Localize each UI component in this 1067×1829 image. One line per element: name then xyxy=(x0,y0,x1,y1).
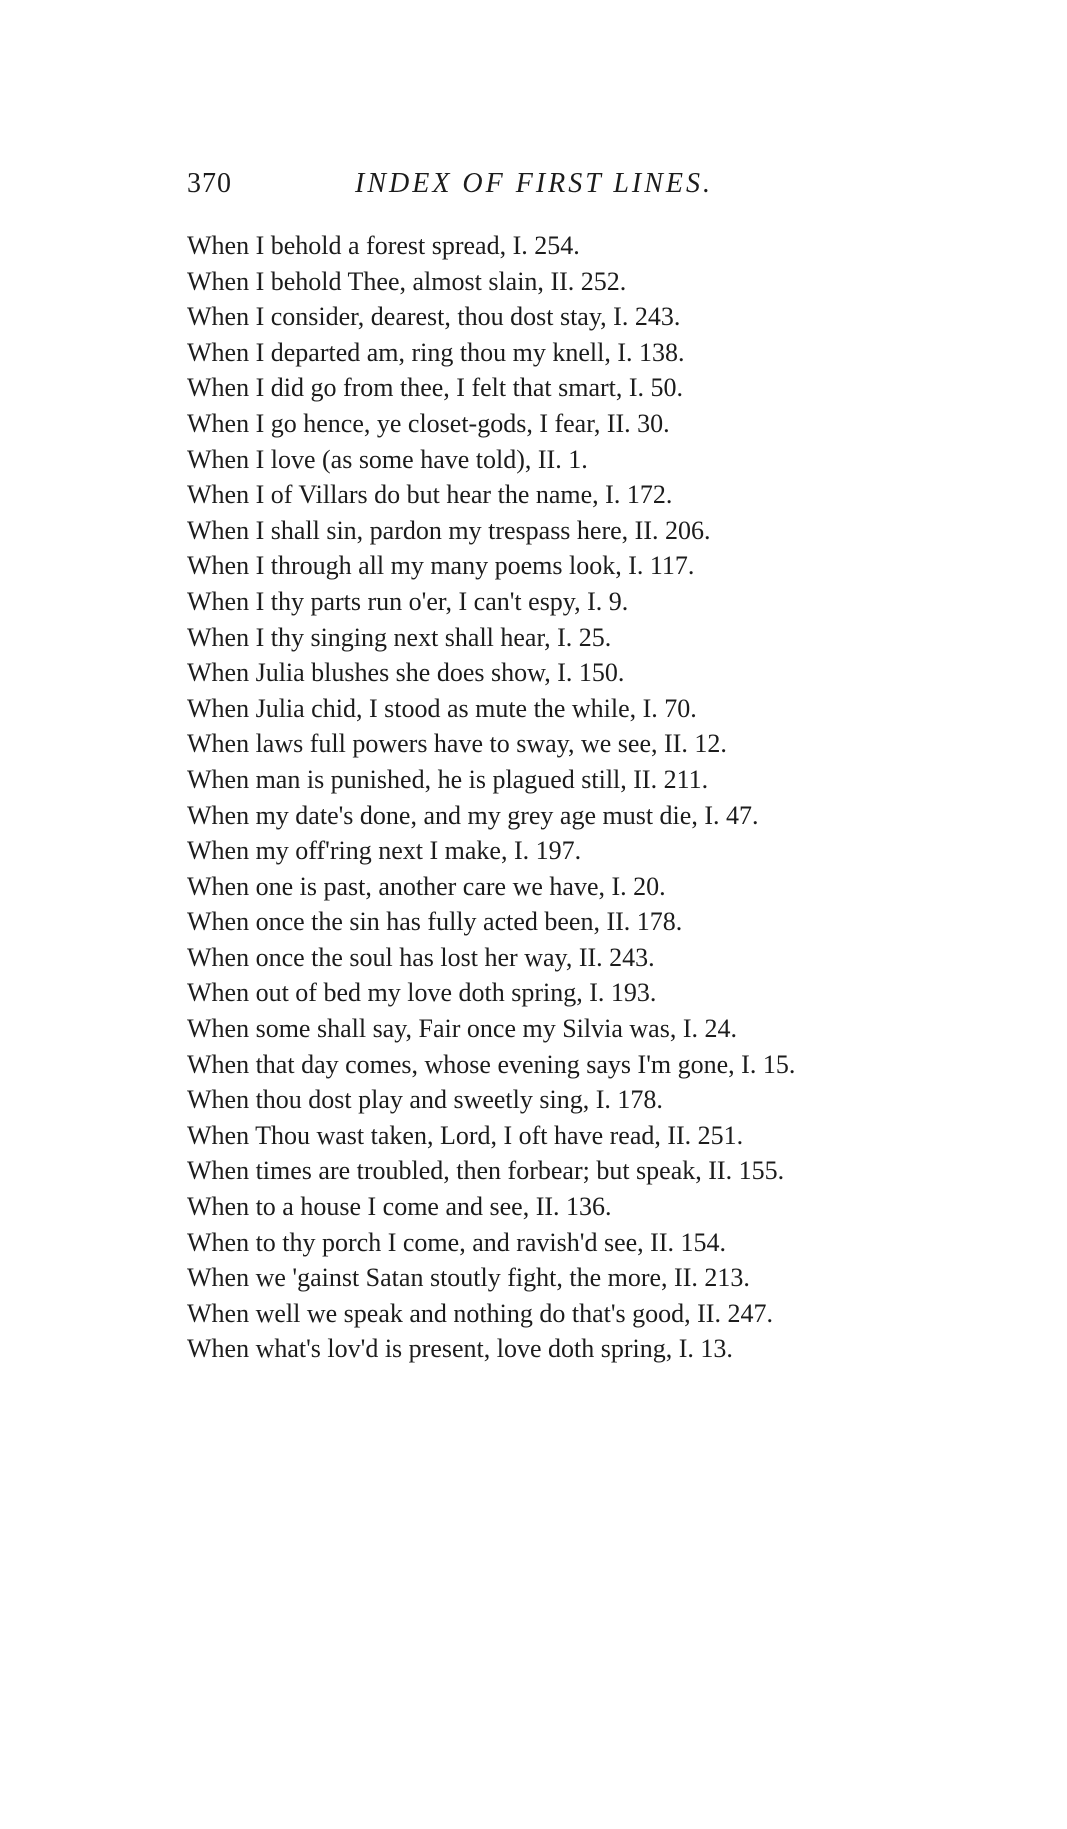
index-entry xyxy=(187,264,939,300)
index-entry xyxy=(187,1331,939,1367)
first-line-text: When Julia blushes she does show, xyxy=(187,658,551,688)
first-line-text: When out of bed my love doth spring, xyxy=(187,978,583,1008)
volume-page-reference: I. 117. xyxy=(628,551,695,581)
index-entry xyxy=(187,1225,939,1261)
index-entry xyxy=(187,975,939,1011)
volume-page-reference: II. 206. xyxy=(634,515,711,545)
volume-page-reference: I. 70. xyxy=(642,693,697,723)
index-entry xyxy=(187,1118,939,1154)
index-entry-list xyxy=(187,228,939,1367)
first-line-text: When Julia chid, I stood as mute the while, xyxy=(187,693,637,723)
index-entry xyxy=(187,335,939,371)
first-line-text: When one is past, another care we have, xyxy=(187,871,605,901)
first-line-text: When I love (as some have told), xyxy=(187,444,532,474)
index-entry xyxy=(187,904,939,940)
index-entry xyxy=(187,1153,939,1189)
first-line-text: When laws full powers have to sway, we see, xyxy=(187,729,658,759)
volume-page-reference: II. 30. xyxy=(606,408,670,438)
volume-page-reference: I. 138. xyxy=(617,337,685,367)
first-line-text: When I behold a forest spread, xyxy=(187,231,507,260)
first-line-text: When I behold Thee, almost slain, xyxy=(187,266,544,296)
volume-page-reference: II. 154. xyxy=(650,1227,726,1257)
index-entry xyxy=(187,869,939,905)
first-line-text: When that day comes, whose evening says I'm gone, xyxy=(187,1049,735,1079)
index-entry xyxy=(187,620,939,656)
index-entry xyxy=(187,691,939,727)
index-entry xyxy=(187,299,939,335)
volume-page-reference: I. 15. xyxy=(741,1049,796,1079)
first-line-text: When we 'gainst Satan stoutly fight, the more, xyxy=(187,1263,668,1293)
volume-page-reference: II. 211. xyxy=(633,764,709,794)
index-entry xyxy=(187,1296,939,1332)
index-entry xyxy=(187,1260,939,1296)
index-entry xyxy=(187,406,939,442)
first-line-text: When thou dost play and sweetly sing, xyxy=(187,1085,590,1115)
volume-page-reference: I. 20. xyxy=(611,871,666,901)
volume-page-reference: I. 9. xyxy=(587,586,629,616)
page-number: 370 xyxy=(187,168,232,199)
page-title: INDEX OF FIRST LINES. xyxy=(355,168,714,199)
first-line-text: When my date's done, and my grey age must die, xyxy=(187,800,698,830)
volume-page-reference: II. 155. xyxy=(708,1156,785,1186)
first-line-text: When I shall sin, pardon my trespass here, xyxy=(187,515,629,545)
index-entry xyxy=(187,584,939,620)
volume-page-reference: I. 197. xyxy=(513,836,582,866)
index-entry xyxy=(187,370,939,406)
first-line-text: When I did go from thee, I felt that smart, xyxy=(187,373,623,403)
first-line-text: When man is punished, he is plagued still, xyxy=(187,764,627,794)
first-line-text: When I of Villars do but hear the name, xyxy=(187,480,599,510)
volume-page-reference: I. 150. xyxy=(557,658,625,688)
index-entry xyxy=(187,1011,939,1047)
first-line-text: When I go hence, ye closet-gods, I fear, xyxy=(187,408,601,438)
first-line-text: When some shall say, Fair once my Silvia was, xyxy=(187,1014,677,1044)
volume-page-reference: II. 136. xyxy=(535,1192,612,1222)
index-entry xyxy=(187,513,939,549)
index-entry xyxy=(187,762,939,798)
first-line-text: When I thy singing next shall hear, xyxy=(187,622,551,652)
first-line-text: When my off'ring next I make, xyxy=(187,836,508,866)
first-line-text: When well we speak and nothing do that's good, xyxy=(187,1298,691,1328)
volume-page-reference: II. 252. xyxy=(550,266,627,296)
volume-page-reference: I. 193. xyxy=(589,978,657,1008)
index-entry xyxy=(187,655,939,691)
volume-page-reference: II. 247. xyxy=(697,1298,773,1328)
first-line-text: When to thy porch I come, and ravish'd see, xyxy=(187,1227,644,1257)
volume-page-reference: II. 251. xyxy=(667,1120,744,1150)
first-line-text: When what's lov'd is present, love doth spring, xyxy=(187,1334,673,1364)
first-line-text: When I through all my many poems look, xyxy=(187,551,622,581)
running-head xyxy=(187,168,947,208)
volume-page-reference: II. 243. xyxy=(578,942,655,972)
volume-page-reference: I. 254. xyxy=(512,231,580,260)
volume-page-reference: I. 172. xyxy=(605,480,673,510)
index-entry xyxy=(187,1047,939,1083)
volume-page-reference: I. 25. xyxy=(557,622,612,652)
index-entry xyxy=(187,442,939,478)
volume-page-reference: I. 47. xyxy=(704,800,759,830)
index-entry xyxy=(187,1189,939,1225)
volume-page-reference: II. 12. xyxy=(664,729,727,759)
first-line-text: When I consider, dearest, thou dost stay, xyxy=(187,302,607,332)
index-entry xyxy=(187,798,939,834)
first-line-text: When times are troubled, then forbear; but speak, xyxy=(187,1156,702,1186)
index-entry xyxy=(187,940,939,976)
volume-page-reference: II. 1. xyxy=(537,444,588,474)
first-line-text: When Thou wast taken, Lord, I oft have read, xyxy=(187,1120,661,1150)
volume-page-reference: I. 24. xyxy=(682,1014,737,1044)
index-entry xyxy=(187,548,939,584)
volume-page-reference: II. 178. xyxy=(606,907,683,937)
first-line-text: When once the soul has lost her way, xyxy=(187,942,573,972)
volume-page-reference: I. 243. xyxy=(613,302,681,332)
volume-page-reference: II. 213. xyxy=(674,1263,750,1293)
volume-page-reference: I. 13. xyxy=(678,1334,733,1364)
first-line-text: When I departed am, ring thou my knell, xyxy=(187,337,611,367)
volume-page-reference: I. 178. xyxy=(595,1085,663,1115)
index-entry xyxy=(187,833,939,869)
first-line-text: When I thy parts run o'er, I can't espy, xyxy=(187,586,581,616)
index-entry xyxy=(187,726,939,762)
first-line-text: When once the sin has fully acted been, xyxy=(187,907,600,937)
volume-page-reference: I. 50. xyxy=(628,373,684,403)
index-entry xyxy=(187,1082,939,1118)
index-entry xyxy=(187,477,939,513)
index-entry xyxy=(187,228,939,264)
first-line-text: When to a house I come and see, xyxy=(187,1192,530,1222)
